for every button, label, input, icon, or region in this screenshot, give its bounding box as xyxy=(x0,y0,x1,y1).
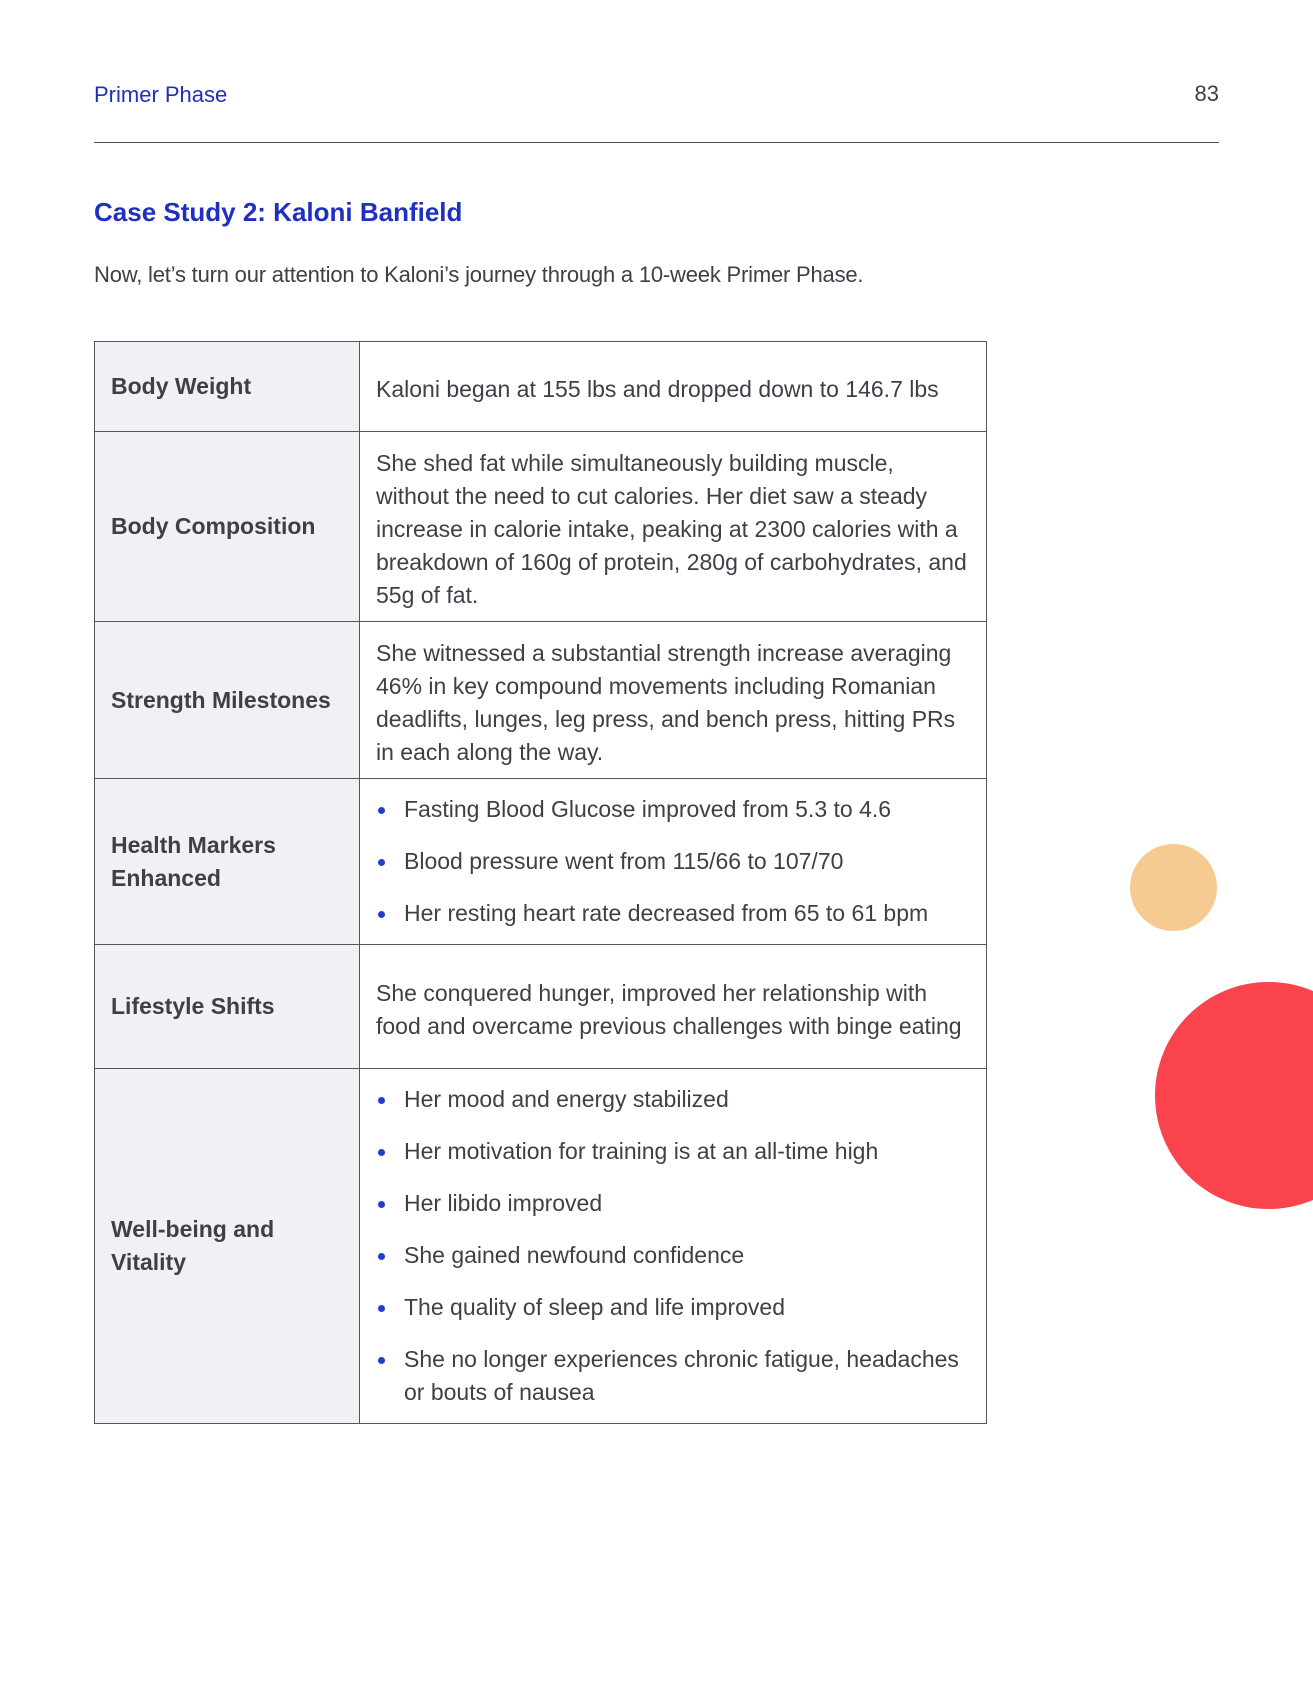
section-name: Primer Phase xyxy=(94,82,228,107)
health-markers-list xyxy=(376,793,970,930)
list-item: Her motivation for training is at an all-time high xyxy=(376,1135,970,1168)
table-row-well-being xyxy=(95,1069,987,1424)
list-item: Her mood and energy stabilized xyxy=(376,1083,970,1116)
row-label: Body Composition xyxy=(95,432,360,622)
list-item: Blood pressure went from 115/66 to 107/70 xyxy=(376,845,970,878)
row-label: Body Weight xyxy=(95,342,360,432)
row-value xyxy=(360,1069,987,1424)
row-label: Well-being and Vitality xyxy=(95,1069,360,1424)
row-label: Lifestyle Shifts xyxy=(95,945,360,1069)
list-item: Her libido improved xyxy=(376,1187,970,1220)
list-item: Her resting heart rate decreased from 65 to 61 bpm xyxy=(376,897,970,930)
row-value xyxy=(360,779,987,945)
decorative-red-circle xyxy=(1155,982,1313,1209)
well-being-list xyxy=(376,1083,970,1409)
table-row-body-composition xyxy=(95,432,987,622)
list-item: She gained newfound confidence xyxy=(376,1239,970,1272)
list-item: The quality of sleep and life improved xyxy=(376,1291,970,1324)
table-row-lifestyle-shifts xyxy=(95,945,987,1069)
table-row-strength-milestones xyxy=(95,622,987,779)
case-study-title: Case Study 2: Kaloni Banfield xyxy=(94,197,463,227)
intro-paragraph: Now, let’s turn our attention to Kaloni’s journey through a 10-week Primer Phase. xyxy=(94,262,864,287)
row-value: She shed fat while simultaneously building muscle, without the need to cut calories. Her diet saw a steady increase in calorie intake, peaking at 2300 calories with a breakdown of 160g of protein, 280g of carbohydrates, and 55g of fat. xyxy=(360,432,987,622)
page-header xyxy=(94,78,1219,143)
row-label: Strength Milestones xyxy=(95,622,360,779)
row-label: Health Markers Enhanced xyxy=(95,779,360,945)
list-item: She no longer experiences chronic fatigue, headaches or bouts of nausea xyxy=(376,1343,970,1409)
row-value: She witnessed a substantial strength increase averaging 46% in key compound movements including Romanian deadlifts, lunges, leg press, and bench press, hitting PRs in each along the way. xyxy=(360,622,987,779)
row-value: She conquered hunger, improved her relationship with food and overcame previous challenges with binge eating xyxy=(360,945,987,1069)
table-row-health-markers xyxy=(95,779,987,945)
results-table xyxy=(94,341,987,1424)
page-number: 83 xyxy=(1194,81,1219,106)
table-row-body-weight xyxy=(95,342,987,432)
decorative-orange-circle xyxy=(1130,844,1217,931)
row-value: Kaloni began at 155 lbs and dropped down to 146.7 lbs xyxy=(360,342,987,432)
list-item: Fasting Blood Glucose improved from 5.3 to 4.6 xyxy=(376,793,970,826)
